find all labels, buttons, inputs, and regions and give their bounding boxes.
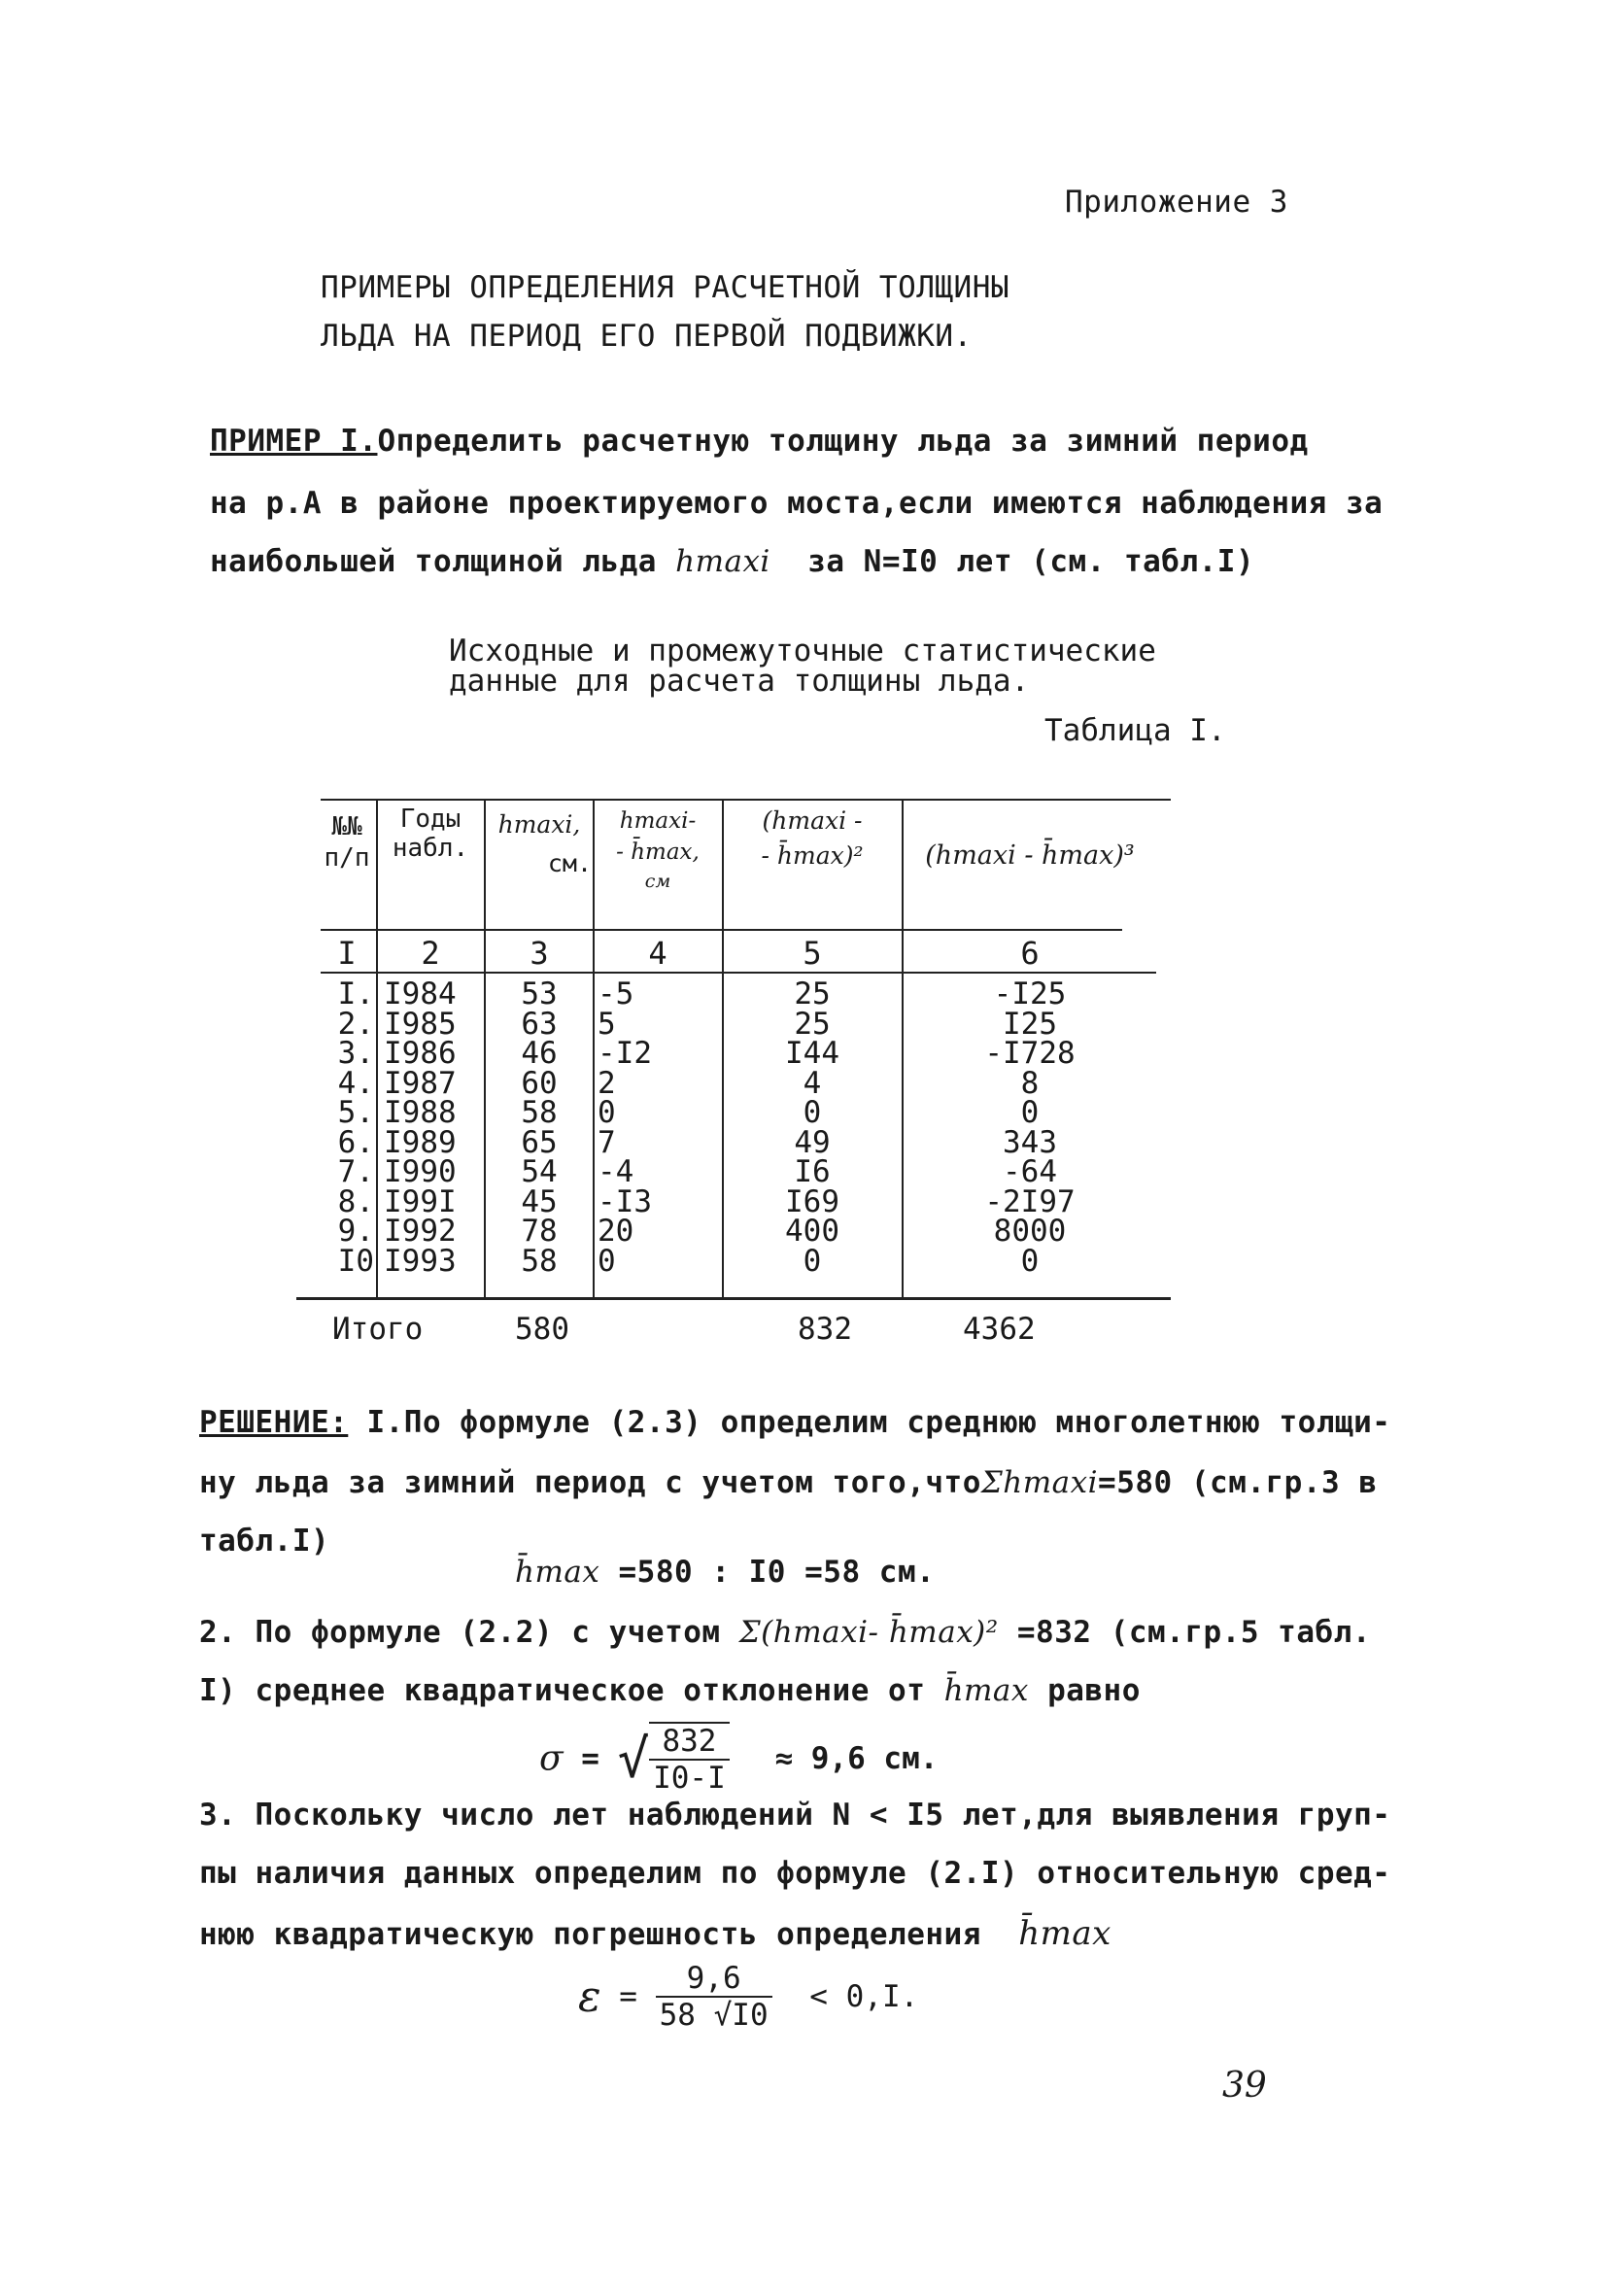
epsilon-symbol: ε <box>578 1971 601 2022</box>
solution-line-5 <box>199 1673 1141 1708</box>
table-cell: -5 <box>598 977 634 1011</box>
sigma-result: ≈ 9,6 см. <box>774 1741 939 1776</box>
page-number: 39 <box>1222 2066 1267 2106</box>
table-cell: 60 <box>521 1065 558 1101</box>
solution-line-8 <box>199 1914 1111 1953</box>
solution-line-1 <box>199 1405 1390 1440</box>
solution-text-1: I.По формуле (2.3) определим среднюю многолетнюю толщи- <box>348 1405 1391 1440</box>
solution-text-5a: I) среднее квадратическое отклонение от <box>199 1673 926 1708</box>
hbar-max-symbol: h̄max <box>943 1673 1029 1708</box>
table-cell: 8. <box>337 1183 374 1219</box>
table-cell: 400 <box>785 1214 839 1249</box>
table-cell: 2 <box>598 1065 616 1101</box>
header-hmaxi <box>487 812 592 876</box>
table-cell: 7 <box>598 1124 616 1160</box>
table-cell: 45 <box>521 1183 558 1219</box>
solution-line-4 <box>199 1615 1371 1650</box>
equation-epsilon: ε = $\frac{9,6}{58 √I0}$ < 0,I. <box>578 1961 919 2033</box>
equation-mean <box>515 1555 935 1590</box>
table-cell: -64 <box>1003 1154 1057 1189</box>
header-years <box>378 806 483 861</box>
example1-text-1: Определить расчетную толщину льда за зимний период <box>377 424 1309 459</box>
table-cell: I99I <box>384 1183 457 1219</box>
table-cell: 53 <box>521 977 558 1011</box>
table-col-divider <box>484 799 486 1297</box>
equation-mean-rhs: =580 : I0 =58 см. <box>618 1555 936 1590</box>
sigma-fraction <box>649 1722 730 1796</box>
totals-col6: 4362 <box>963 1312 1036 1347</box>
appendix-label: Приложение 3 <box>1065 185 1288 220</box>
table-label: Таблица I. <box>1044 713 1226 748</box>
solution-text-5b: равно <box>1047 1673 1141 1708</box>
solution-text-4a: 2. По формуле (2.2) с учетом <box>199 1615 721 1650</box>
table-cell: I989 <box>384 1124 457 1160</box>
header-num-line-1: №№ <box>331 812 362 841</box>
table-cell: I44 <box>785 1036 839 1071</box>
table-cell: I25 <box>1003 1006 1057 1042</box>
solution-line-6: 3. Поскольку число лет наблюдений N < I5 лет,для выявления груп- <box>199 1798 1391 1833</box>
table-cell: -I3 <box>598 1183 652 1219</box>
table-top-rule <box>321 799 1171 801</box>
table-cell: 46 <box>521 1036 558 1071</box>
header-years-line-1: Годы <box>399 805 462 834</box>
solution-line-2 <box>199 1465 1378 1500</box>
table-cell: I990 <box>384 1154 457 1189</box>
colnum-2: 2 <box>421 935 440 972</box>
table-cell: 0 <box>803 1095 822 1130</box>
table-cell: I984 <box>384 977 457 1011</box>
epsilon-numerator: 9,6 <box>656 1961 772 1998</box>
header-deviation-squared <box>724 808 901 869</box>
table-caption-line-2: данные для расчета толщины льда. <box>449 664 1030 699</box>
table-cell: I992 <box>384 1214 457 1249</box>
epsilon-fraction <box>656 1961 772 2033</box>
table-cell: 8000 <box>993 1214 1067 1249</box>
solution-line-7: пы наличия данных определим по формуле (2.I) относительную сред- <box>199 1856 1391 1891</box>
table-bottom-rule <box>296 1297 1171 1300</box>
table-col-divider <box>376 799 378 1297</box>
table-cell: 4. <box>337 1065 374 1101</box>
sum-squares-expr: Σ(hmaxi- h̄max)² <box>738 1615 999 1650</box>
table-cell: -2I97 <box>984 1183 1076 1219</box>
sum-hmaxi-symbol: Σhmaxi <box>980 1465 1099 1500</box>
table-cell: 3. <box>337 1036 374 1071</box>
solution-label: РЕШЕНИЕ: <box>199 1405 349 1440</box>
solution-text-2b: =580 (см.гр.3 в <box>1098 1465 1378 1500</box>
colnum-3: 3 <box>530 935 549 972</box>
solution-text-8: нюю квадратическую погрешность определения <box>199 1917 981 1952</box>
sqrt-sign: √ <box>617 1728 650 1790</box>
sigma-symbol: σ <box>539 1738 564 1779</box>
table-cell: 25 <box>794 1006 831 1042</box>
table-cell: I993 <box>384 1243 457 1279</box>
header-num-line-2: п/п <box>324 843 370 873</box>
table-caption-line-1: Исходные и промежуточные статистические <box>449 634 1156 668</box>
table-cell: -I2 <box>598 1036 652 1071</box>
table-cell: -4 <box>598 1154 634 1189</box>
table-cell: 7. <box>337 1154 374 1189</box>
colnum-6: 6 <box>1020 935 1040 972</box>
table-colnum-rule <box>321 972 1156 974</box>
example1-label: ПРИМЕР I. <box>210 424 378 459</box>
table-cell: I986 <box>384 1036 457 1071</box>
header-deviation-line-2: - h̄max, <box>616 840 700 865</box>
table-cell: I988 <box>384 1095 457 1130</box>
hbar-max-symbol: h̄max <box>515 1555 600 1590</box>
solution-line-3: табл.I) <box>199 1524 330 1559</box>
hbar-max-symbol: h̄max <box>1018 1914 1111 1953</box>
data-table <box>296 799 1182 1321</box>
table-cell: 343 <box>1003 1124 1057 1160</box>
table-cell: 49 <box>794 1124 831 1160</box>
table-cell: 5. <box>337 1095 374 1130</box>
table-cell: 0 <box>1020 1095 1040 1130</box>
table-cell: 20 <box>598 1214 634 1249</box>
table-cell: -I25 <box>993 977 1067 1011</box>
example1-line-2: на р.А в районе проектируемого моста,если имеются наблюдения за <box>210 486 1384 521</box>
table-cell: 63 <box>521 1006 558 1042</box>
table-cell: I987 <box>384 1065 457 1101</box>
example1-text-3a: наибольшей толщиной льда <box>210 544 657 579</box>
solution-text-4b: =832 (см.гр.5 табл. <box>1016 1615 1371 1650</box>
colnum-4: 4 <box>648 935 667 972</box>
page-title-line-2: ЛЬДА НА ПЕРИОД ЕГО ПЕРВОЙ ПОДВИЖКИ. <box>321 319 973 354</box>
table-cell: I69 <box>785 1183 839 1219</box>
table-cell: 58 <box>521 1243 558 1279</box>
table-cell: I. <box>337 977 374 1011</box>
table-cell: 0 <box>1020 1243 1040 1279</box>
table-cell: I6 <box>794 1154 831 1189</box>
table-cell: 8 <box>1020 1065 1040 1101</box>
header-years-line-2: набл. <box>392 834 469 863</box>
h-max-symbol: hmaxi <box>675 544 770 579</box>
header-num <box>318 814 376 871</box>
table-cell: 0 <box>803 1243 822 1279</box>
table-cell: I0 <box>337 1243 374 1279</box>
table-cell: 4 <box>803 1065 822 1101</box>
totals-col5: 832 <box>798 1312 852 1347</box>
table-cell: 78 <box>521 1214 558 1249</box>
colnum-5: 5 <box>803 935 822 972</box>
table-cell: 0 <box>598 1243 616 1279</box>
table-cell: 54 <box>521 1154 558 1189</box>
colnum-1: I <box>337 935 357 972</box>
header-hmaxi-line-2: см. <box>547 849 592 877</box>
table-cell: I985 <box>384 1006 457 1042</box>
example1-text-3b: за N=I0 лет (см. табл.I) <box>807 544 1255 579</box>
table-cell: 9. <box>337 1214 374 1249</box>
header-hmaxi-line-1: hmaxi, <box>497 810 581 839</box>
solution-text-2a: ну льда за зимний период с учетом того,что <box>199 1465 981 1500</box>
header-sq-line-1: (hmaxi - <box>762 806 863 835</box>
header-deviation <box>595 808 721 894</box>
header-deviation-cubed: (hmaxi - h̄max)³ <box>925 840 1135 871</box>
table-cell: 65 <box>521 1124 558 1160</box>
sigma-denominator: I0-I <box>653 1761 726 1796</box>
header-sq-line-2: - h̄max)² <box>761 841 864 870</box>
table-cell: 5 <box>598 1006 616 1042</box>
epsilon-denominator: 58 √I0 <box>659 1998 769 2033</box>
table-cell: 6. <box>337 1124 374 1160</box>
example1-line-3 <box>210 544 1254 579</box>
table-cell: 2. <box>337 1006 374 1042</box>
table-cell: -I728 <box>984 1036 1076 1071</box>
equation-sigma: σ = √ $\frac{832}{I0-I}$ ≈ 9,6 см. <box>539 1724 939 1796</box>
header-deviation-line-3: см <box>644 871 671 892</box>
epsilon-result: < 0,I. <box>809 1979 919 2014</box>
example1-line-1 <box>210 424 1309 459</box>
header-deviation-line-1: hmaxi- <box>619 808 697 834</box>
table-cell: 0 <box>598 1095 616 1130</box>
table-cell: 25 <box>794 977 831 1011</box>
sigma-numerator: 832 <box>649 1724 730 1761</box>
table-cell: 58 <box>521 1095 558 1130</box>
totals-col3: 580 <box>515 1312 569 1347</box>
totals-label: Итого <box>332 1312 424 1347</box>
page-title-line-1: ПРИМЕРЫ ОПРЕДЕЛЕНИЯ РАСЧЕТНОЙ ТОЛЩИНЫ <box>321 270 1010 305</box>
